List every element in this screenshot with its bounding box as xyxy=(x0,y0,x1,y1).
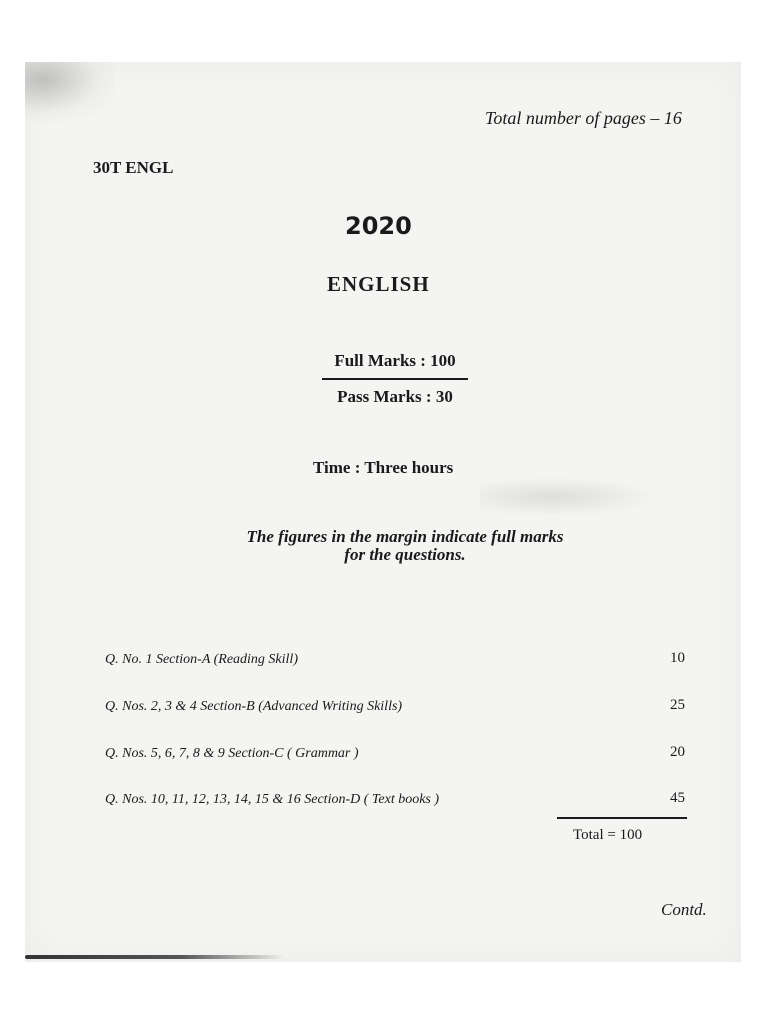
instruction-line-2: for the questions. xyxy=(344,545,466,564)
marks-divider xyxy=(322,378,468,380)
continued-note: Contd. xyxy=(661,900,707,919)
section-row xyxy=(105,699,685,723)
section-marks: 45 xyxy=(670,790,685,806)
section-marks: 10 xyxy=(670,650,685,666)
page-edge-shadow xyxy=(25,955,285,959)
marks-box xyxy=(322,348,468,410)
scan-smudge xyxy=(25,62,115,122)
subject-title: ENGLISH xyxy=(327,272,430,296)
section-marks: 20 xyxy=(670,744,685,760)
full-marks: Full Marks : 100 xyxy=(334,351,456,370)
instruction-line-1: The figures in the margin indicate full marks xyxy=(246,527,564,546)
total-pages-note: Total number of pages – 16 xyxy=(485,108,682,128)
section-label: Q. Nos. 2, 3 & 4 Section-B (Advanced Writing Skills) xyxy=(105,699,403,714)
section-row xyxy=(105,652,685,676)
section-row xyxy=(105,792,685,816)
scan-smudge xyxy=(480,477,660,517)
total-marks: Total = 100 xyxy=(573,827,643,843)
section-label: Q. Nos. 10, 11, 12, 13, 14, 15 & 16 Section-D ( Text books ) xyxy=(105,792,440,807)
exam-year: 2020 xyxy=(345,212,412,240)
total-divider xyxy=(557,817,687,819)
section-marks: 25 xyxy=(670,697,685,713)
section-row xyxy=(105,746,685,770)
exam-time: Time : Three hours xyxy=(313,458,454,477)
section-label: Q. No. 1 Section-A (Reading Skill) xyxy=(105,652,298,667)
section-label: Q. Nos. 5, 6, 7, 8 & 9 Section-C ( Grammar ) xyxy=(105,746,359,761)
instruction-note xyxy=(185,528,625,564)
exam-paper-page xyxy=(25,62,741,962)
paper-code: 30T ENGL xyxy=(93,158,174,177)
pass-marks: Pass Marks : 30 xyxy=(337,387,453,406)
